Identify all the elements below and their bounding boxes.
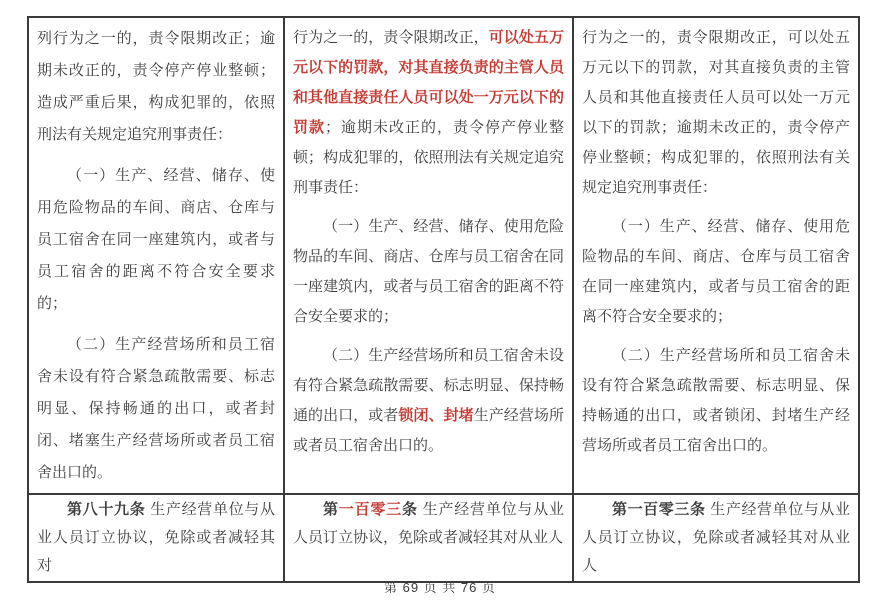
text-segment: （二）生产经营场所和员工宿舍未设有符合紧急疏散需要、标志明显、保持畅通的出口，或者 <box>293 347 564 424</box>
cell-revised-law-article <box>284 494 573 582</box>
text-segment: 条 <box>401 501 418 518</box>
text-segment: 第一百零三条 <box>612 501 706 518</box>
text-segment: 生产经营单位与从业人员订立协议，免除或者减轻其对从业人 <box>293 501 564 546</box>
cell-new-law-body <box>573 17 859 494</box>
paragraph <box>293 496 564 552</box>
table-row-next-article <box>28 494 859 582</box>
text-segment: （一）生产、经营、储存、使用危险物品的车间、商店、仓库与员工宿舍在同一座建筑内，或者与员工宿舍的距离不符合安全要求的； <box>293 218 564 325</box>
text-segment: ；逾期未改正的，责令停产停业整顿；构成犯罪的，依照刑法有关规定追究刑事责任： <box>293 119 564 196</box>
cell-revised-law-body <box>284 17 573 494</box>
text-segment: 生产经营单位与从业人员订立协议，免除或者减轻其对 <box>37 501 275 574</box>
paragraph <box>37 329 275 489</box>
highlighted-text-segment: 锁闭、封堵 <box>398 407 474 424</box>
paragraph <box>582 341 850 461</box>
text-segment: 第 <box>323 501 339 518</box>
text-segment: （二）生产经营场所和员工宿舍未设有符合紧急疏散需要、标志明显、保持畅通的出口，或者锁闭、封堵生产经营场所或者员工宿舍出口的。 <box>582 347 850 454</box>
text-segment: 行为之一的，责令限期改正，可以处五万元以下的罚款，对其直接负责的主管人员和其他直接责任人员可以处一万元以下的罚款；逾期未改正的，责令停产停业整顿；构成犯罪的，依照刑法有关规定追究刑事责任： <box>582 29 850 196</box>
cell-old-law-body <box>28 17 284 494</box>
cell-new-law-article <box>573 494 859 582</box>
paragraph <box>293 212 564 332</box>
cell-old-law-article <box>28 494 284 582</box>
highlighted-text-segment: 一百零三 <box>338 501 402 518</box>
text-segment: 行为之一的，责令限期改正， <box>293 29 489 46</box>
paragraph <box>293 341 564 461</box>
text-segment: 列行为之一的，责令限期改正；逾期未改正的，责令停产停业整顿；造成严重后果，构成犯罪的，依照刑法有关规定追究刑事责任： <box>37 30 275 143</box>
paragraph <box>37 23 275 151</box>
text-segment: （二）生产经营场所和员工宿舍未设有符合紧急疏散需要、标志明显、保持畅通的出口，或者封闭、堵塞生产经营场所或者员工宿舍出口的。 <box>37 336 275 481</box>
text-segment: 第八十九条 <box>67 501 146 518</box>
text-segment: （一）生产、经营、储存、使用危险物品的车间、商店、仓库与员工宿舍在同一座建筑内，或者与员工宿舍的距离不符合安全要求的； <box>582 218 850 325</box>
paragraph <box>293 23 564 203</box>
paragraph <box>37 160 275 320</box>
text-segment: 生产经营场所或者员工宿舍出口的。 <box>293 407 564 454</box>
text-segment: （一）生产、经营、储存、使用危险物品的车间、商店、仓库与员工宿舍在同一座建筑内，或者与员工宿舍的距离不符合安全要求的； <box>37 167 275 312</box>
paragraph <box>582 212 850 332</box>
text-segment: 生产经营单位与从业人员订立协议，免除或者减轻其对从业人 <box>582 501 850 574</box>
page-number-footer: 第 69 页 共 76 页 <box>384 580 496 595</box>
table-row-main <box>28 17 859 494</box>
paragraph <box>37 496 275 580</box>
highlighted-text-segment: 可以处五万元以下的罚款，对其直接负责的主管人员和其他直接责任人员可以处一万元以下的罚款 <box>293 29 564 136</box>
paragraph <box>582 496 850 580</box>
paragraph <box>582 23 850 203</box>
law-comparison-table <box>27 16 860 583</box>
